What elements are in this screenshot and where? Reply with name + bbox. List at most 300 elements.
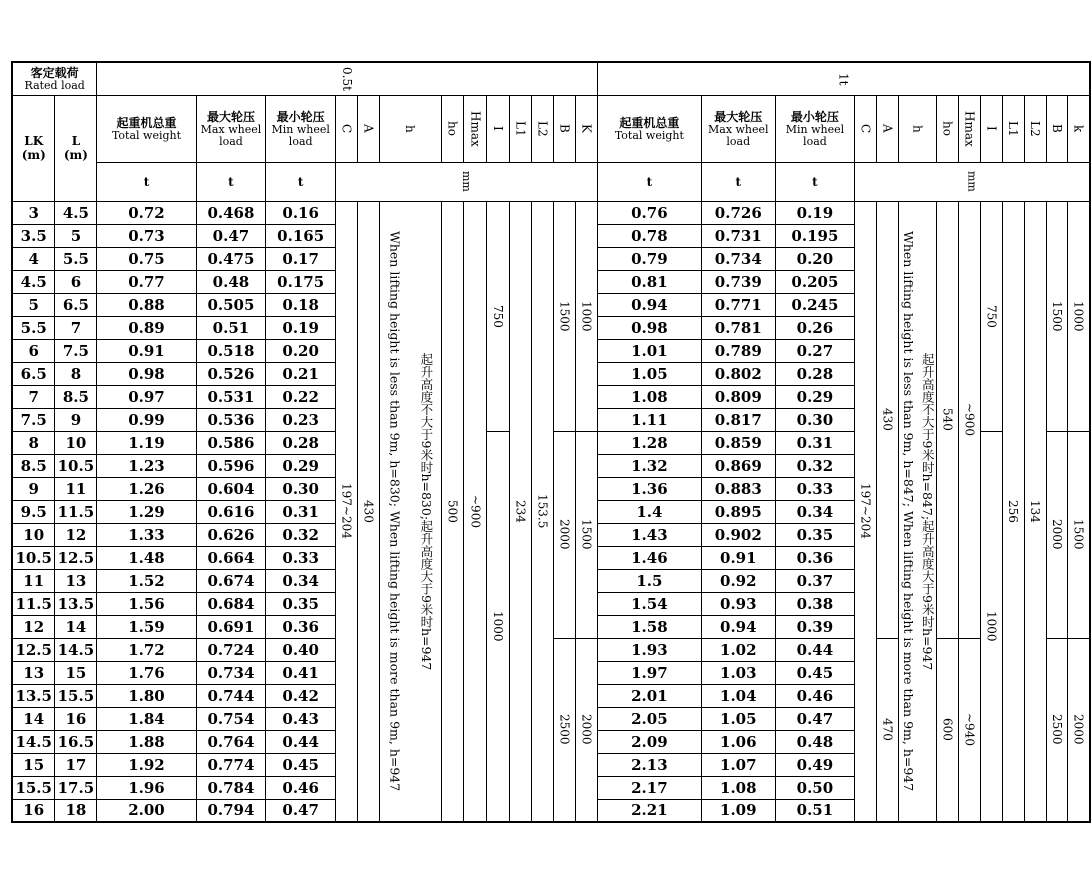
max-wheel-header-1 [701,95,775,162]
dim-value-label: 430 [880,408,895,431]
dim-value-label: 2500 [1049,714,1064,746]
dim-label: A [880,124,895,133]
dim-header-05-7 [532,95,554,162]
max-wheel-05-cell: 0.604 [196,477,266,500]
dim-value-label: 2500 [557,714,572,746]
dim-header-05-8 [553,95,575,162]
max-wheel-1-cell: 0.771 [701,293,775,316]
max-wheel-1-cell: 0.739 [701,270,775,293]
max-wheel-header-05-cn: 最大轮压 [206,109,255,124]
min-wheel-05-cell: 0.28 [266,431,336,454]
max-wheel-05-cell: 0.774 [196,753,266,776]
dim-header-1-8 [1046,95,1068,162]
max-wheel-1-cell: 1.08 [701,776,775,799]
dim-value-1-4 [958,201,980,638]
unit-mm-05 [336,162,598,201]
dim-label: I [491,126,506,131]
dim-value-05-8 [553,638,575,822]
max-wheel-05-cell: 0.744 [196,684,266,707]
dim-value-label: 2000 [1049,519,1064,550]
lifting-height-note [899,231,936,791]
total-weight-05-cell: 0.88 [97,293,196,316]
l-header [55,95,97,201]
min-wheel-05-cell: 0.175 [266,270,336,293]
dim-value-label: 750 [984,304,999,328]
dim-header-1-2 [899,95,937,162]
dim-header-05-6 [510,95,532,162]
total-weight-1-cell: 1.54 [597,592,701,615]
total-weight-1-cell: 2.05 [597,707,701,730]
dim-value-label: 1000 [491,610,506,642]
dim-value-label: 540 [940,408,955,431]
total-weight-1-cell: 1.97 [597,661,701,684]
dim-header-1-0 [855,95,877,162]
max-wheel-05-cell: 0.505 [196,293,266,316]
min-wheel-05-cell: 0.33 [266,546,336,569]
dim-value-05-6 [510,201,532,822]
dim-header-05-0 [336,95,358,162]
dim-label: B [557,124,572,133]
max-wheel-header-05 [196,95,266,162]
max-wheel-1-cell: 0.902 [701,523,775,546]
lifting-height-note-cn: 起升高度不大于9米时h=847;起升高度大于9米时h=947 [920,352,936,670]
dim-value-05-8 [553,431,575,638]
total-weight-header-1-cn: 起重机总重 [619,115,680,130]
dim-value-1-9 [1068,638,1090,822]
max-wheel-1-cell: 0.802 [701,362,775,385]
dim-label: K [579,124,594,133]
min-wheel-1-cell: 0.26 [775,316,855,339]
l-cell: 4.5 [55,201,97,224]
total-weight-1-cell: 1.4 [597,500,701,523]
dim-value-1-9 [1068,431,1090,638]
rated-load-cn: 客定载荷 [30,65,79,80]
min-wheel-05-cell: 0.43 [266,707,336,730]
min-wheel-1-cell: 0.29 [775,385,855,408]
l-cell: 8 [55,362,97,385]
max-wheel-05-cell: 0.626 [196,523,266,546]
l-cell: 8.5 [55,385,97,408]
min-wheel-header-05-cn: 最小轮压 [276,109,325,124]
l-cell: 15.5 [55,684,97,707]
capacity-0.5t-label: 0.5t [340,66,355,91]
lk-cell: 3 [12,201,55,224]
max-wheel-05-cell: 0.51 [196,316,266,339]
lk-cell: 5 [12,293,55,316]
dim-header-05-5 [487,95,510,162]
min-wheel-header-1-cn: 最小轮压 [790,109,839,124]
l-cell: 11 [55,477,97,500]
dim-value-label: 500 [445,499,460,523]
max-wheel-1-cell: 0.94 [701,615,775,638]
dim-value-label: 1500 [1071,519,1086,550]
max-wheel-1-cell: 0.883 [701,477,775,500]
min-wheel-1-cell: 0.47 [775,707,855,730]
l-cell: 5 [55,224,97,247]
lk-cell: 11 [12,569,55,592]
max-wheel-05-cell: 0.526 [196,362,266,385]
min-wheel-05-cell: 0.29 [266,454,336,477]
dim-header-05-2 [379,95,441,162]
total-weight-05-cell: 0.91 [97,339,196,362]
max-wheel-05-cell: 0.47 [196,224,266,247]
lk-cell: 4 [12,247,55,270]
min-wheel-05-cell: 0.18 [266,293,336,316]
max-wheel-1-cell: 0.781 [701,316,775,339]
min-wheel-1-cell: 0.51 [775,799,855,822]
total-weight-1-cell: 0.76 [597,201,701,224]
total-weight-1-cell: 0.78 [597,224,701,247]
total-weight-05-cell: 1.76 [97,661,196,684]
dim-header-1-1 [877,95,899,162]
dim-label: L1 [1006,120,1021,137]
unit-t-05-2: t [266,162,336,201]
min-wheel-1-cell: 0.36 [775,546,855,569]
dim-header-1-9 [1068,95,1090,162]
max-wheel-05-cell: 0.664 [196,546,266,569]
min-wheel-1-cell: 0.50 [775,776,855,799]
min-wheel-1-cell: 0.205 [775,270,855,293]
lifting-height-note-cn: 起升高度不大于9米时h=830;起升高度大于9米时h=947 [418,352,434,670]
lk-cell: 5.5 [12,316,55,339]
dim-header-1-7 [1024,95,1046,162]
lk-cell: 6 [12,339,55,362]
max-wheel-1-cell: 1.07 [701,753,775,776]
capacity-0.5t-header [97,62,597,95]
max-wheel-05-cell: 0.531 [196,385,266,408]
min-wheel-05-cell: 0.31 [266,500,336,523]
dim-header-1-5 [980,95,1002,162]
l-cell: 15 [55,661,97,684]
min-wheel-1-cell: 0.33 [775,477,855,500]
dim-value-1-3 [936,638,958,822]
total-weight-05-cell: 1.80 [97,684,196,707]
l-cell: 12 [55,523,97,546]
max-wheel-05-cell: 0.754 [196,707,266,730]
total-weight-05-cell: 1.29 [97,500,196,523]
unit-mm-1 [855,162,1090,201]
max-wheel-1-cell: 0.731 [701,224,775,247]
max-wheel-1-cell: 1.03 [701,661,775,684]
dim-label: ho [445,121,460,136]
lk-header-unit: (m) [21,148,46,162]
max-wheel-header-1-en: Max wheel load [708,122,769,148]
dim-header-1-4 [958,95,980,162]
total-weight-1-cell: 2.09 [597,730,701,753]
lk-cell: 4.5 [12,270,55,293]
rated-load-en: Rated load [24,78,85,92]
dim-value-label: ~900 [962,403,977,436]
dim-value-05-2 [379,201,441,822]
max-wheel-1-cell: 0.92 [701,569,775,592]
total-weight-05-cell: 0.73 [97,224,196,247]
lk-cell: 16 [12,799,55,822]
dim-value-1-9 [1068,201,1090,431]
dim-value-label: 470 [880,718,895,742]
total-weight-05-cell: 1.48 [97,546,196,569]
total-weight-header-1-en: Total weight [614,128,684,142]
l-cell: 7 [55,316,97,339]
dim-label: B [1049,124,1064,133]
min-wheel-05-cell: 0.40 [266,638,336,661]
min-wheel-1-cell: 0.19 [775,201,855,224]
l-cell: 5.5 [55,247,97,270]
min-wheel-05-cell: 0.47 [266,799,336,822]
total-weight-1-cell: 1.32 [597,454,701,477]
l-cell: 16.5 [55,730,97,753]
total-weight-05-cell: 0.89 [97,316,196,339]
min-wheel-1-cell: 0.44 [775,638,855,661]
max-wheel-1-cell: 0.859 [701,431,775,454]
min-wheel-05-cell: 0.165 [266,224,336,247]
dim-value-1-2 [899,201,937,822]
dim-value-label: 1500 [557,300,572,332]
min-wheel-05-cell: 0.17 [266,247,336,270]
total-weight-05-cell: 1.33 [97,523,196,546]
lk-cell: 7 [12,385,55,408]
lifting-height-note [380,231,441,791]
lifting-height-note-en: When lifting height is less than 9m, h=830; When lifting height is more than 9m, h=947 [387,231,403,792]
total-weight-1-cell: 2.13 [597,753,701,776]
total-weight-header-05-en: Total weight [111,128,182,142]
l-cell: 18 [55,799,97,822]
dim-label: A [361,124,376,133]
max-wheel-05-cell: 0.684 [196,592,266,615]
unit-t-1-2: t [775,162,855,201]
dim-value-label: 256 [1006,499,1021,523]
dim-label: C [858,123,873,134]
dim-value-05-1 [357,201,379,822]
max-wheel-1-cell: 0.869 [701,454,775,477]
dim-value-label: 1500 [579,519,594,550]
l-cell: 10.5 [55,454,97,477]
min-wheel-05-cell: 0.21 [266,362,336,385]
dim-value-05-9 [575,201,597,431]
max-wheel-05-cell: 0.794 [196,799,266,822]
max-wheel-1-cell: 1.05 [701,707,775,730]
lk-cell: 9 [12,477,55,500]
min-wheel-1-cell: 0.45 [775,661,855,684]
total-weight-05-cell: 1.72 [97,638,196,661]
dim-header-05-3 [441,95,464,162]
l-cell: 17.5 [55,776,97,799]
lk-cell: 8 [12,431,55,454]
dim-value-05-9 [575,431,597,638]
min-wheel-05-cell: 0.44 [266,730,336,753]
min-wheel-05-cell: 0.19 [266,316,336,339]
min-wheel-1-cell: 0.38 [775,592,855,615]
dim-value-label: 1500 [1049,300,1064,332]
dim-value-label: 197~204 [858,483,873,540]
dim-value-1-7 [1024,201,1046,822]
total-weight-1-cell: 1.93 [597,638,701,661]
dim-label: Hmax [962,110,977,147]
l-cell: 6.5 [55,293,97,316]
dim-value-label: 430 [361,499,376,523]
min-wheel-05-cell: 0.23 [266,408,336,431]
dim-label: ho [940,121,955,136]
max-wheel-1-cell: 0.734 [701,247,775,270]
max-wheel-1-cell: 1.06 [701,730,775,753]
dim-label: L2 [535,120,550,137]
unit-mm-label: mm [459,171,473,192]
lk-header [12,95,55,201]
total-weight-05-cell: 0.97 [97,385,196,408]
table-row [12,201,1090,224]
lk-cell: 13 [12,661,55,684]
min-wheel-1-cell: 0.49 [775,753,855,776]
total-weight-1-cell: 2.21 [597,799,701,822]
dim-header-05-1 [357,95,379,162]
dim-value-label: 1000 [1071,300,1086,332]
dim-value-1-1 [877,201,899,638]
lk-cell: 8.5 [12,454,55,477]
total-weight-header-05 [97,95,196,162]
l-cell: 16 [55,707,97,730]
l-header-unit: (m) [63,148,88,162]
dim-value-05-3 [441,201,464,822]
max-wheel-05-cell: 0.586 [196,431,266,454]
min-wheel-05-cell: 0.30 [266,477,336,500]
capacity-1t-label: 1t [836,72,851,85]
lk-cell: 14.5 [12,730,55,753]
min-wheel-05-cell: 0.41 [266,661,336,684]
l-cell: 6 [55,270,97,293]
min-wheel-1-cell: 0.20 [775,247,855,270]
dim-value-1-8 [1046,431,1068,638]
max-wheel-1-cell: 1.09 [701,799,775,822]
max-wheel-05-cell: 0.616 [196,500,266,523]
dim-label: L1 [513,120,528,137]
total-weight-05-cell: 1.52 [97,569,196,592]
dim-value-1-8 [1046,638,1068,822]
dim-value-1-4 [958,638,980,822]
max-wheel-1-cell: 0.809 [701,385,775,408]
dim-value-label: 1000 [579,300,594,332]
lk-cell: 9.5 [12,500,55,523]
dim-value-05-9 [575,638,597,822]
total-weight-05-cell: 1.96 [97,776,196,799]
total-weight-05-cell: 0.98 [97,362,196,385]
l-cell: 11.5 [55,500,97,523]
l-cell: 17 [55,753,97,776]
total-weight-05-cell: 1.88 [97,730,196,753]
l-header-label: L [71,134,81,148]
max-wheel-05-cell: 0.784 [196,776,266,799]
total-weight-1-cell: 1.11 [597,408,701,431]
min-wheel-05-cell: 0.34 [266,569,336,592]
lk-cell: 15 [12,753,55,776]
max-wheel-1-cell: 0.789 [701,339,775,362]
max-wheel-05-cell: 0.596 [196,454,266,477]
dim-value-05-0 [336,201,358,822]
min-wheel-05-cell: 0.36 [266,615,336,638]
max-wheel-05-cell: 0.475 [196,247,266,270]
dim-value-05-4 [464,201,487,822]
dim-header-1-3 [936,95,958,162]
max-wheel-header-1-cn: 最大轮压 [714,109,763,124]
max-wheel-05-cell: 0.468 [196,201,266,224]
min-wheel-1-cell: 0.35 [775,523,855,546]
max-wheel-header-05-en: Max wheel load [200,122,262,148]
lk-cell: 12.5 [12,638,55,661]
dim-value-label: 600 [940,718,955,742]
total-weight-header-1 [597,95,701,162]
lifting-height-note-en: When lifting height is less than 9m, h=847; When lifting height is more than 9m, h=947 [900,231,916,792]
min-wheel-1-cell: 0.39 [775,615,855,638]
l-cell: 13 [55,569,97,592]
capacity-1t-header [597,62,1090,95]
total-weight-05-cell: 0.72 [97,201,196,224]
total-weight-header-05-cn: 起重机总重 [116,115,177,130]
dim-label: I [984,126,999,131]
max-wheel-05-cell: 0.536 [196,408,266,431]
dim-value-1-0 [855,201,877,822]
rated-load-header [12,62,97,95]
min-wheel-1-cell: 0.27 [775,339,855,362]
min-wheel-header-05-en: Min wheel load [271,122,330,148]
lk-cell: 10 [12,523,55,546]
dim-value-label: ~940 [962,713,977,747]
min-wheel-05-cell: 0.35 [266,592,336,615]
min-wheel-1-cell: 0.34 [775,500,855,523]
dim-value-label: 2000 [557,519,572,550]
lk-cell: 10.5 [12,546,55,569]
unit-mm-label: mm [965,171,979,192]
lk-cell: 6.5 [12,362,55,385]
max-wheel-1-cell: 1.04 [701,684,775,707]
l-cell: 13.5 [55,592,97,615]
max-wheel-05-cell: 0.691 [196,615,266,638]
total-weight-1-cell: 1.43 [597,523,701,546]
max-wheel-05-cell: 0.674 [196,569,266,592]
l-cell: 14.5 [55,638,97,661]
min-wheel-1-cell: 0.245 [775,293,855,316]
dim-value-label: 1000 [984,610,999,642]
total-weight-1-cell: 2.01 [597,684,701,707]
total-weight-1-cell: 1.28 [597,431,701,454]
max-wheel-05-cell: 0.48 [196,270,266,293]
min-wheel-1-cell: 0.37 [775,569,855,592]
dim-header-1-6 [1002,95,1024,162]
max-wheel-1-cell: 0.817 [701,408,775,431]
dim-value-05-5 [487,201,510,431]
dim-value-label: 750 [491,304,506,328]
total-weight-05-cell: 2.00 [97,799,196,822]
min-wheel-05-cell: 0.20 [266,339,336,362]
max-wheel-05-cell: 0.764 [196,730,266,753]
unit-t-05-0: t [97,162,196,201]
dim-label: C [339,123,354,134]
min-wheel-1-cell: 0.195 [775,224,855,247]
total-weight-1-cell: 1.46 [597,546,701,569]
min-wheel-05-cell: 0.32 [266,523,336,546]
l-cell: 9 [55,408,97,431]
min-wheel-1-cell: 0.28 [775,362,855,385]
min-wheel-1-cell: 0.48 [775,730,855,753]
min-wheel-header-1 [775,95,855,162]
dim-label: h [910,124,925,133]
lk-cell: 3.5 [12,224,55,247]
min-wheel-05-cell: 0.46 [266,776,336,799]
dim-value-label: ~900 [468,494,483,528]
total-weight-1-cell: 1.08 [597,385,701,408]
min-wheel-05-cell: 0.42 [266,684,336,707]
lk-cell: 15.5 [12,776,55,799]
min-wheel-header-05 [266,95,336,162]
total-weight-1-cell: 0.79 [597,247,701,270]
dim-value-05-5 [487,431,510,822]
